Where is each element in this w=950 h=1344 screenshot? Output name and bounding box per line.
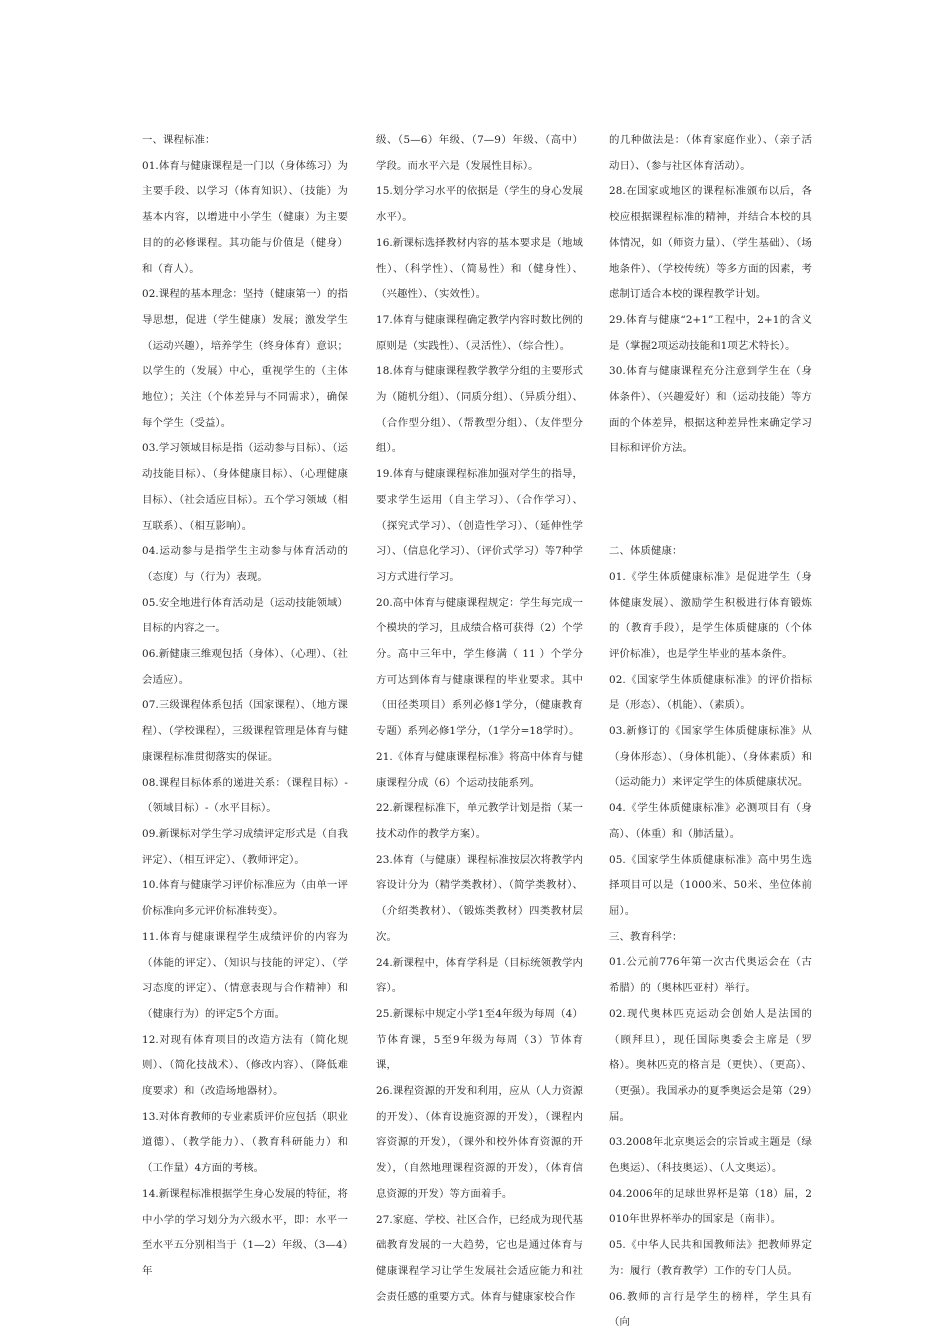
item-17: 17.体育与健康课程确定教学内容时数比例的原则是（实践性）、（灵活性）、（综合性）。 <box>376 313 583 352</box>
blank-spacer <box>609 462 812 539</box>
item-04: 04.运动参与是指学生主动参与体育活动的（态度）与（行为）表现。 <box>142 545 348 583</box>
item-16: 16.新课标选择教材内容的基本要求是（地域性）、（科学性）、（简易性）和（健身性）、（兴趣性）、（实效性）。 <box>376 236 583 301</box>
item-13: 13.对体育教师的专业素质评价应包括（职业道德）、（教学能力）、（教育科研能力）和（工作量）4方面的考核。 <box>142 1110 348 1175</box>
item-11: 11.体育与健康课程学生成绩评价的内容为（体能的评定）、（知识与技能的评定）、（学习态度的评定）、（情意表现与合作精神）和（健康行为）的评定5个方面。 <box>142 930 348 1020</box>
item-04: 04.2006年的足球世界杯是第（18）届，2010年世界杯举办的国家是（南非）。 <box>609 1187 812 1226</box>
item-01: 01.体育与健康课程是一门以（身体练习）为主要手段、以学习（体育知识）、（技能）为基本内容，以增进中小学生（健康）为主要目的的必修课程。其功能与价值是（健身）和（育人）。 <box>142 159 348 275</box>
item-01: 01.《学生体质健康标准》是促进学生（身体健康发展）、激励学生积极进行体育锻炼的（教育手段），是学生体质健康的（个体评价标准），也是学生毕业的基本条件。 <box>609 570 812 660</box>
section-heading: 二、体质健康： <box>609 545 683 558</box>
item-06: 06.新健康三维观包括（身体）、（心理）、（社会适应）。 <box>142 648 348 686</box>
item-05: 05.《国家学生体质健康标准》高中男生选择项目可以是（1000米、50米、坐位体前屈）。 <box>609 853 812 917</box>
item-02: 02.现代奥林匹克运动会创始人是法国的（顾拜旦），现任国际奥委会主席是（罗格）。奥林匹克的格言是（更快）、（更高）、（更强）。我国承办的夏季奥运会是第（29）届。 <box>609 1007 812 1123</box>
section-heading: 一、课程标准： <box>142 134 216 146</box>
item-08: 08.课程目标体系的递进关系：（课程目标）-（领域目标）-（水平目标）。 <box>142 776 348 815</box>
section-heading: 三、教育科学： <box>609 930 683 943</box>
item-28: 28.在国家或地区的课程标准颁布以后，各校应根据课程标准的精神，并结合本校的具体情况，如（师资力量）、（学生基础）、（场地条件）、（学校传统）等多方面的因素，考虑制订适合本校的课程教学计划。 <box>609 185 812 301</box>
item-18: 18.体育与健康课程教学教学分组的主要形式为（随机分组）、（同质分组）、（异质分组）、（合作型分组）、（帮教型分组）、（友伴型分组）。 <box>376 365 583 455</box>
item-24: 24.新课程中，体育学科是（目标统领教学内容）。 <box>376 956 583 995</box>
item-03: 03.学习领域目标是指（运动参与目标）、（运动技能目标）、（身体健康目标）、（心理健康目标）、（社会适应目标）。五个学习领域（相互联系）、（相互影响）。 <box>142 442 348 532</box>
item-21: 21.《体育与健康课程标准》将高中体育与健康课程分成（6）个运动技能系列。 <box>376 750 583 789</box>
column-2 <box>376 128 583 1310</box>
item-30: 30.体育与健康课程充分注意到学生在（身体条件）、（兴趣爱好）和（运动技能）等方面的个体差异，根据这种差异性来确定学习目标和评价方法。 <box>609 365 812 455</box>
item-12: 12.对现有体育项目的改造方法有（简化规则）、（简化技战术）、（修改内容）、（降低难度要求）和（改造场地器材）。 <box>142 1033 348 1098</box>
item-09: 09.新课标对学生学习成绩评定形式是（自我评定）、（相互评定）、（教师评定）。 <box>142 827 348 866</box>
item-27: 27.家庭、学校、社区合作，已经成为现代基础教育发展的一大趋势，它也是通过体育与健康课程学习让学生发展社会适应能力和社会责任感的重要方式。体育与健康家校合作 <box>376 1213 583 1303</box>
item-01: 01.公元前776年第一次古代奥运会在（古希腊）的（奥林匹亚村）举行。 <box>609 956 812 995</box>
item-22: 22.新课程标准下，单元教学计划是指（某一技术动作的教学方案）。 <box>376 802 583 840</box>
item-19: 19.体育与健康课程标准加强对学生的指导，要求学生运用（自主学习）、（合作学习）、（探究式学习）、（创造性学习）、（延伸性学习）、（信息化学习）、（评价式学习）等7种学习方式进行学习。 <box>376 468 583 583</box>
item-05: 05.《中华人民共和国教师法》把教师界定为：履行（教育教学）工作的专门人员。 <box>609 1239 812 1277</box>
item-25: 25.新课标中规定小学1至4年级为每周（4）节体育课，5至9年级为每周（3）节体育课， <box>376 1007 583 1072</box>
item-23: 23.体育（与健康）课程标准按层次将教学内容设计分为（精学类教材）、（简学类教材）、（介绍类教材）、（锻炼类教材）四类教材层次。 <box>376 853 583 943</box>
item-20: 20.高中体育与健康课程规定：学生每完成一个模块的学习，且成绩合格可获得（2）个学分。高中三年中，学生修满（ 11 ）个学分方可达到体育与健康课程的毕业要求。其中（田径类项目）系列必修1学分，（健康教育专题）系列必修1学分，（1学分=18学时）。 <box>376 596 583 738</box>
item-14-continued: 级、（5—6）年级、（7—9）年级、（高中）学段。而水平六是（发展性目标）。 <box>376 134 583 172</box>
item-26: 26.课程资源的开发和利用，应从（人力资源的开发）、（体育设施资源的开发），（课程内容资源的开发），（课外和校外体育资源的开发），（自然地理课程资源的开发），（体育信息资源的开发）等方面着手。 <box>376 1085 583 1200</box>
item-03: 03.2008年北京奥运会的宗旨或主题是（绿色奥运）、（科技奥运）、（人文奥运）。 <box>609 1136 812 1175</box>
item-10: 10.体育与健康学习评价标准应为（由单一评价标准向多元评价标准转变）。 <box>142 879 348 918</box>
item-03: 03.新修订的《国家学生体质健康标准》从（身体形态）、（身体机能）、（身体素质）和（运动能力）来评定学生的体质健康状况。 <box>609 725 812 789</box>
item-29: 29.体育与健康“2+1”工程中，2+1的含义是（掌握2项运动技能和1项艺术特长）。 <box>609 313 812 352</box>
item-14: 14.新课程标准根据学生身心发展的特征，将中小学的学习划分为六级水平，即：水平一至水平五分别相当于（1—2）年级、（3—4）年 <box>142 1187 348 1277</box>
item-04: 04.《学生体质健康标准》必测项目有（身高）、（体重）和（肺活量）。 <box>609 802 812 840</box>
column-3 <box>609 128 812 1336</box>
item-02: 02.课程的基本理念：坚持（健康第一）的指导思想，促进（学生健康）发展；激发学生（运动兴趣），培养学生（终身体育）意识；以学生的（发展）中心，重视学生的（主体地位）；关注（个体差异与不同需求），确保每个学生（受益）。 <box>142 288 348 429</box>
item-02: 02.《国家学生体质健康标准》的评价指标是（形态）、（机能）、（素质）。 <box>609 673 812 712</box>
item-15: 15.划分学习水平的依据是（学生的身心发展水平）。 <box>376 185 583 224</box>
item-27-continued: 的几种做法是：（体育家庭作业）、（亲子活动日）、（参与社区体育活动）。 <box>609 134 812 172</box>
column-1 <box>142 128 348 1285</box>
item-07: 07.三级课程体系包括（国家课程）、（地方课程）、（学校课程），三级课程管理是体育与健康课程标准贯彻落实的保证。 <box>142 699 348 763</box>
item-06: 06.教师的言行是学生的榜样，学生具有（向 <box>609 1290 812 1329</box>
item-05: 05.安全地进行体育活动是（运动技能领域）目标的内容之一。 <box>142 596 348 635</box>
